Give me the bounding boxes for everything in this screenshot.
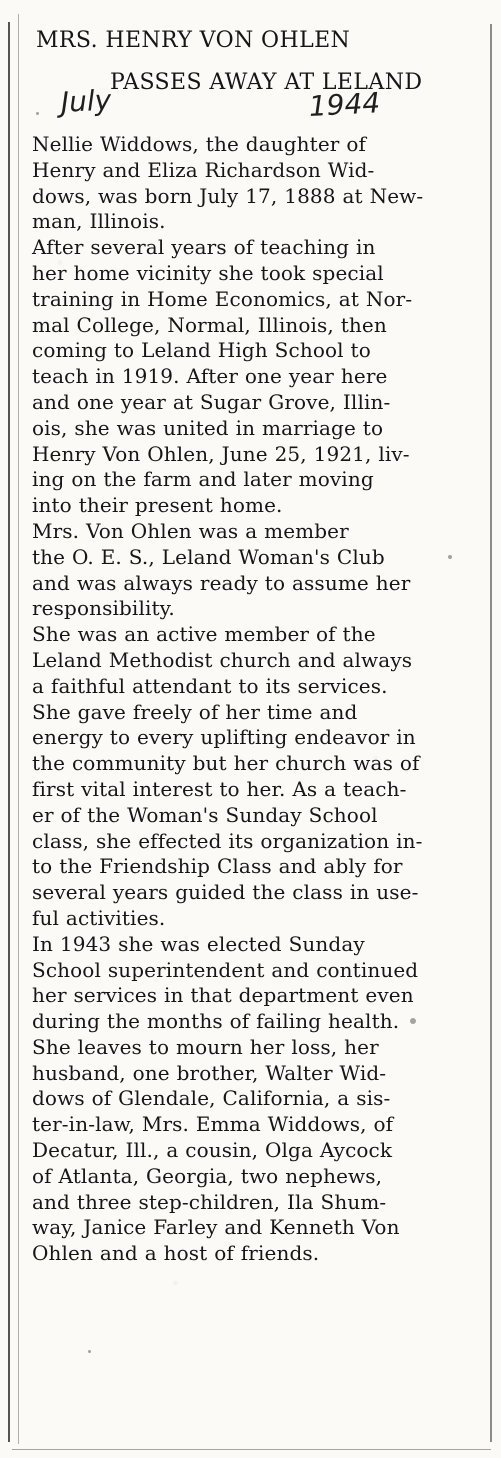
article-line: Henry Von Ohlen, June 25, 1921, liv- <box>32 441 410 466</box>
article-line: a faithful attendant to its services. <box>32 673 388 698</box>
right-border-rule <box>490 24 492 1442</box>
article-line: ful activities. <box>32 905 166 930</box>
article-line: her home vicinity she took special <box>32 260 384 285</box>
article-line: School superintendent and continued <box>32 957 419 982</box>
obituary-article <box>28 26 476 1436</box>
article-line: mal College, Normal, Illinois, then <box>32 312 387 337</box>
article-line: the community but her church was of <box>32 751 420 776</box>
article-line: her services in that department even <box>32 983 414 1008</box>
article-line: Henry and Eliza Richardson Wid- <box>32 157 375 182</box>
article-line: and three step-children, Ila Shum- <box>32 1189 387 1214</box>
article-body <box>32 132 474 1267</box>
article-line: into their present home. <box>32 493 283 518</box>
article-line: Decatur, Ill., a cousin, Olga Aycock <box>32 1138 393 1163</box>
article-line: She gave freely of her time and <box>32 699 358 724</box>
article-line: training in Home Economics, at Nor- <box>32 286 413 311</box>
headline-line-2: PASSES AWAY AT LELAND <box>110 70 423 95</box>
article-line: energy to every uplifting endeavor in <box>32 725 416 750</box>
handwritten-month-note: July <box>60 83 113 119</box>
article-line: first vital interest to her. As a teach- <box>32 776 407 801</box>
article-line: of Atlanta, Georgia, two nephews, <box>32 1163 383 1188</box>
article-line: Nellie Widdows, the daughter of <box>32 132 367 156</box>
article-line: responsibility. <box>32 596 175 621</box>
article-line: ter-in-law, Mrs. Emma Widdows, of <box>32 1112 394 1137</box>
article-line: man, Illinois. <box>32 209 166 234</box>
handwritten-year-note: 1944 <box>308 86 381 123</box>
article-line: After several years of teaching in <box>32 235 376 260</box>
article-line: dows of Glendale, California, a sis- <box>32 1086 391 1111</box>
article-line: Ohlen and a host of friends. <box>32 1241 320 1266</box>
article-line: way, Janice Farley and Kenneth Von <box>32 1215 400 1240</box>
article-line: several years guided the class in use- <box>32 880 419 905</box>
bottom-border-rule <box>12 1449 491 1450</box>
left-inner-rule <box>18 14 19 1444</box>
article-line: dows, was born July 17, 1888 at New- <box>32 183 424 208</box>
article-line: coming to Leland High School to <box>32 338 371 363</box>
article-line: In 1943 she was elected Sunday <box>32 931 365 956</box>
left-border-rule <box>8 22 10 1442</box>
article-line: Leland Methodist church and always <box>32 647 413 672</box>
article-line: Mrs. Von Ohlen was a member <box>32 518 349 543</box>
article-line: to the Friendship Class and ably for <box>32 854 403 879</box>
article-line: She leaves to mourn her loss, her <box>32 1034 379 1059</box>
article-line: ois, she was united in marriage to <box>32 415 384 440</box>
article-line: during the months of failing health. <box>32 1009 400 1034</box>
article-line: er of the Woman's Sunday School <box>32 802 378 827</box>
article-line: teach in 1919. After one year here <box>32 364 388 389</box>
article-line: and was always ready to assume her <box>32 570 411 595</box>
article-line: the O. E. S., Leland Woman's Club <box>32 544 385 569</box>
article-line: ing on the farm and later moving <box>32 467 374 492</box>
article-line: class, she effected its organization in- <box>32 828 423 853</box>
article-line: husband, one brother, Walter Wid- <box>32 1060 387 1085</box>
article-line: and one year at Sugar Grove, Illin- <box>32 389 391 414</box>
article-line: She was an active member of the <box>32 622 376 647</box>
headline-line-1: MRS. HENRY VON OHLEN <box>36 28 351 53</box>
